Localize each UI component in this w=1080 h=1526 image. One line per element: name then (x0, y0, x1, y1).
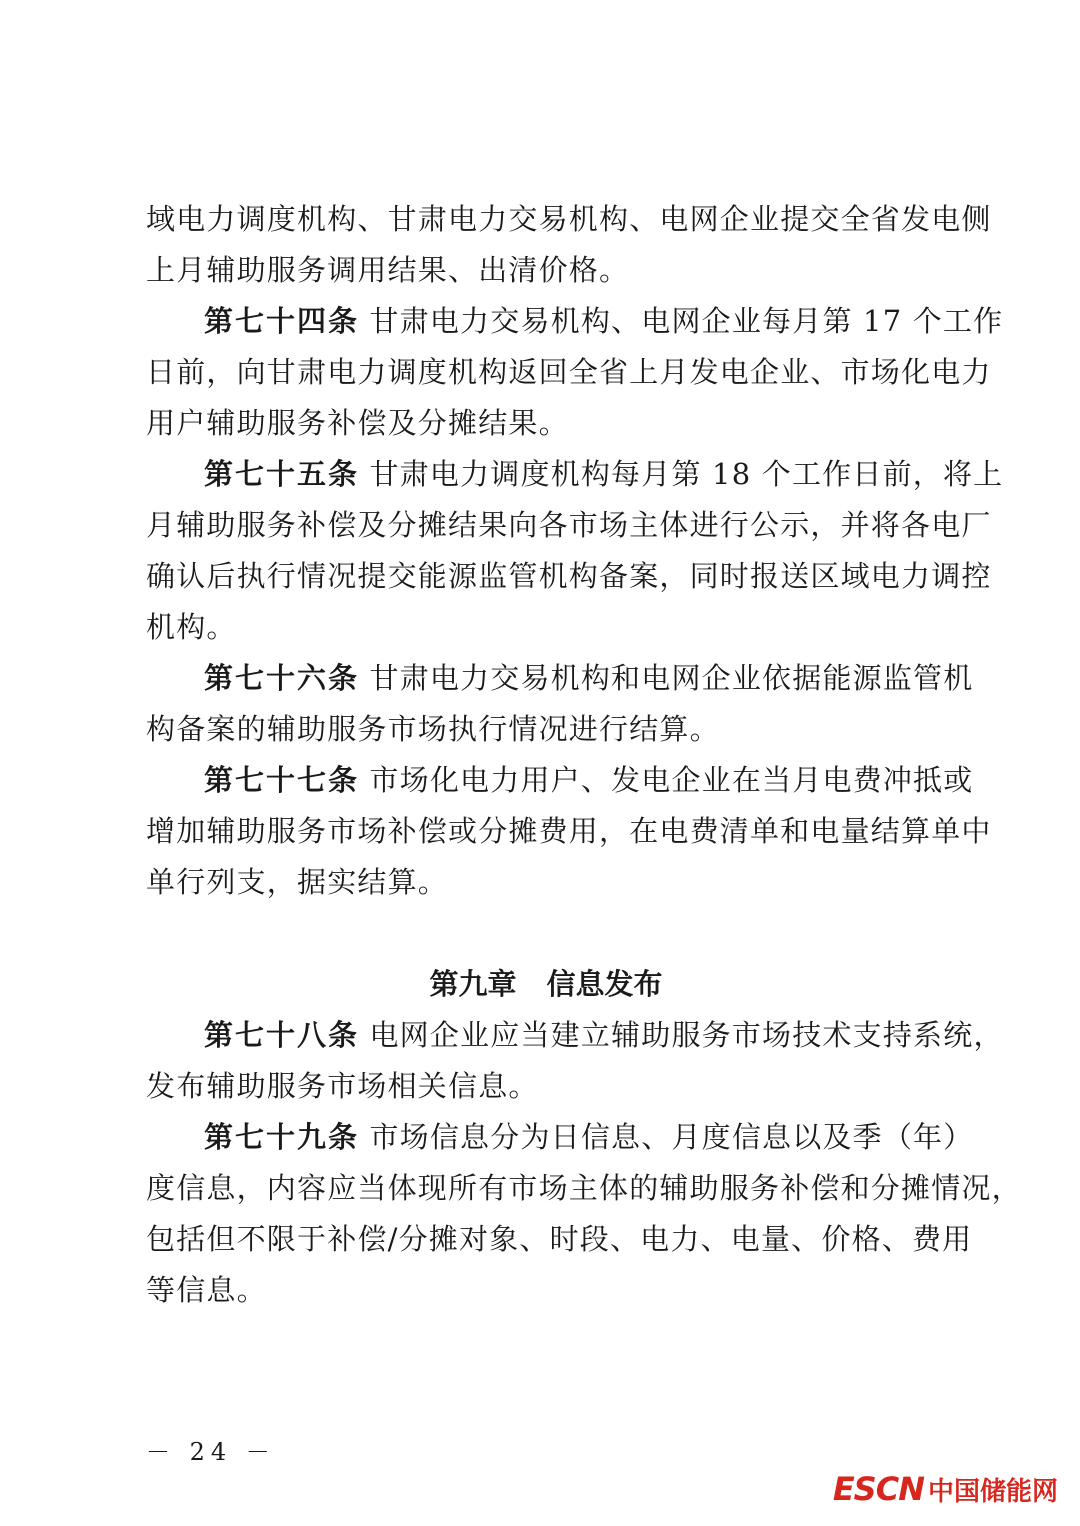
text-line: 度信息，内容应当体现所有市场主体的辅助服务补偿和分摊情况， (146, 1171, 1022, 1205)
page-number: － 24 － (146, 1438, 276, 1466)
text-line: 日前，向甘肃电力调度机构返回全省上月发电企业、市场化电力 (146, 355, 992, 389)
article-heading: 第七十五条 (204, 457, 360, 491)
text-line: 确认后执行情况提交能源监管机构备案，同时报送区域电力调控 (146, 559, 992, 593)
text-line: 机构。 (146, 610, 237, 644)
article-78: 第七十八条 电网企业应当建立辅助服务市场技术支持系统， (204, 1018, 1004, 1052)
text-line: 构备案的辅助服务市场执行情况进行结算。 (146, 712, 720, 746)
logo-chinese: 中国储能网 (927, 1477, 1058, 1507)
text-line: 域电力调度机构、甘肃电力交易机构、电网企业提交全省发电侧 (146, 202, 992, 236)
chapter-title: 信息发布 (546, 967, 663, 1001)
article-75: 第七十五条 甘肃电力调度机构每月第 18 个工作日前，将上 (204, 457, 1004, 491)
logo-latin: ESCN (832, 1470, 924, 1508)
text-line: 发布辅助服务市场相关信息。 (146, 1069, 539, 1103)
article-heading: 第七十九条 (204, 1120, 360, 1154)
article-76: 第七十六条 甘肃电力交易机构和电网企业依据能源监管机 (204, 661, 974, 695)
article-74: 第七十四条 甘肃电力交易机构、电网企业每月第 17 个工作 (204, 304, 1004, 338)
article-heading: 第七十六条 (204, 661, 360, 695)
text-line: 等信息。 (146, 1273, 267, 1307)
article-heading: 第七十七条 (204, 763, 360, 797)
article-heading: 第七十八条 (204, 1018, 360, 1052)
text-line: 包括但不限于补偿/分摊对象、时段、电力、电量、价格、费用 (146, 1222, 973, 1256)
article-79: 第七十九条 市场信息分为日信息、月度信息以及季（年） (204, 1120, 974, 1154)
text-line: 用户辅助服务补偿及分摊结果。 (146, 406, 569, 440)
document-body (146, 194, 1022, 1316)
article-heading: 第七十四条 (204, 304, 360, 338)
text-line: 增加辅助服务市场补偿或分摊费用，在电费清单和电量结算单中 (146, 814, 992, 848)
article-77: 第七十七条 市场化电力用户、发电企业在当月电费冲抵或 (204, 763, 974, 797)
chapter-number: 第九章 (429, 967, 517, 1001)
text-line: 月辅助服务补偿及分摊结果向各市场主体进行公示，并将各电厂 (146, 508, 992, 542)
escn-logo (833, 1470, 1058, 1508)
chapter-heading (146, 959, 946, 1010)
text-line: 单行列支，据实结算。 (146, 865, 449, 899)
text-line: 上月辅助服务调用结果、出清价格。 (146, 253, 630, 287)
